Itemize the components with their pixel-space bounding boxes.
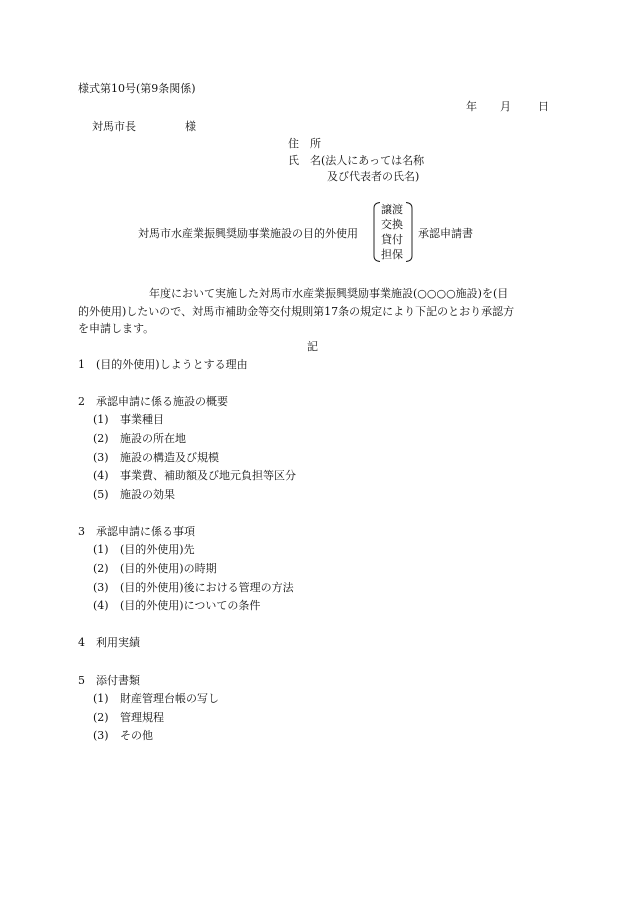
list-item-number: (1) [93, 413, 109, 426]
addressee-honorific: 様 [185, 120, 196, 133]
title-choice-collateral: 担保 [381, 248, 403, 261]
title-choice-exchange: 交換 [381, 218, 403, 231]
applicant-address-label: 住 所 [288, 137, 321, 150]
list-item: 施設の構造及び規模 [120, 451, 219, 464]
list-item-number: (3) [93, 729, 109, 742]
list-item: 事業種目 [120, 413, 164, 426]
section-title: 承認申請に係る施設の概要 [96, 395, 228, 408]
list-item-number: (1) [93, 543, 109, 556]
list-item: 施設の所在地 [120, 432, 186, 445]
title-choice-lease: 貸付 [381, 233, 403, 246]
list-item-number: (3) [93, 451, 109, 464]
section-title: (目的外使用)しようとする理由 [96, 358, 248, 371]
section-number: 3 [78, 525, 85, 538]
list-item: 事業費、補助額及び地元負担等区分 [120, 469, 296, 482]
list-item-number: (4) [93, 599, 109, 612]
date-year-label: 年 [466, 100, 477, 113]
section-title: 承認申請に係る事項 [96, 525, 195, 538]
date-day-label: 日 [538, 100, 549, 113]
list-item: 財産管理台帳の写し [120, 692, 219, 705]
document-title-main: 対馬市水産業振興奨励事業施設の目的外使用 [138, 227, 358, 240]
list-item: (目的外使用)後における管理の方法 [120, 581, 294, 594]
list-item: 管理規程 [120, 711, 164, 724]
body-line-1: 年度において実施した対馬市水産業振興奨励事業施設(○○○○施設)を(目 [149, 287, 509, 300]
list-item-number: (1) [93, 692, 109, 705]
list-item-number: (5) [93, 488, 109, 501]
left-bracket [373, 202, 381, 262]
section-number: 5 [78, 674, 85, 687]
list-item: 施設の効果 [120, 488, 175, 501]
list-item: (目的外使用)先 [120, 543, 195, 556]
date-month-label: 月 [500, 100, 511, 113]
list-item: (目的外使用)の時期 [120, 562, 217, 575]
ki-heading: 記 [307, 340, 318, 353]
body-line-3: を申請します。 [78, 322, 155, 335]
list-item: その他 [120, 729, 153, 742]
list-item-number: (2) [93, 562, 109, 575]
title-choice-transfer: 譲渡 [381, 203, 403, 216]
applicant-name-label: 氏 名(法人にあっては名称 [288, 154, 425, 167]
section-title: 利用実績 [96, 636, 140, 649]
section-number: 4 [78, 636, 85, 649]
section-title: 添付書類 [96, 674, 140, 687]
list-item-number: (3) [93, 581, 109, 594]
list-item: (目的外使用)についての条件 [120, 599, 261, 612]
body-line-2: 的外使用)したいので、対馬市補助金等交付規則第17条の規定により下記のとおり承認方 [78, 305, 515, 318]
section-number: 2 [78, 395, 85, 408]
list-item-number: (2) [93, 711, 109, 724]
addressee-name: 対馬市長 [92, 120, 136, 133]
list-item-number: (2) [93, 432, 109, 445]
section-number: 1 [78, 358, 85, 371]
applicant-name-label-continued: 及び代表者の氏名) [327, 170, 420, 183]
list-item-number: (4) [93, 469, 109, 482]
right-bracket [405, 202, 413, 262]
form-number-label: 様式第10号(第9条関係) [78, 82, 196, 95]
document-title-suffix: 承認申請書 [418, 227, 473, 240]
